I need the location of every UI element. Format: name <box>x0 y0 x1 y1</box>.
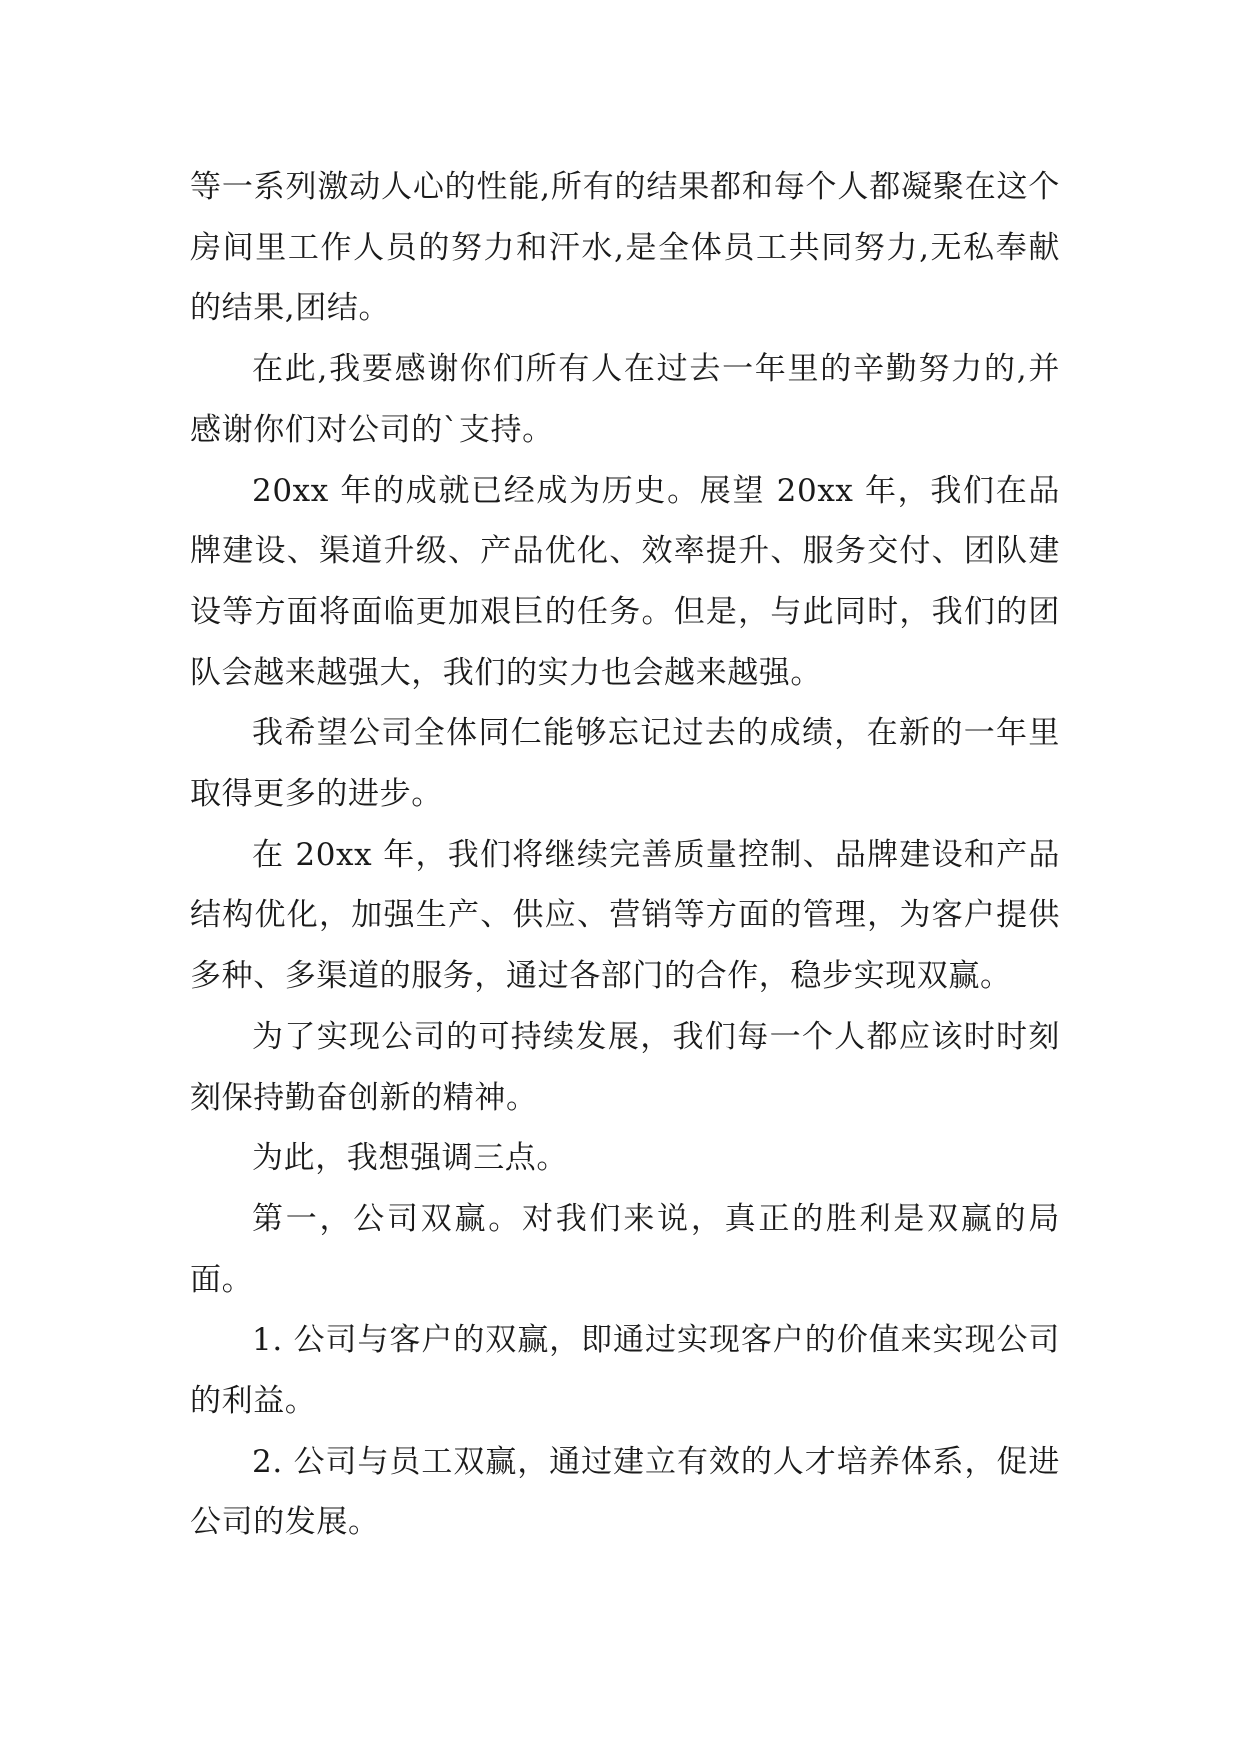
document-body <box>190 157 1060 1553</box>
paragraph-sustainability: 为了实现公司的可持续发展，我们每一个人都应该时时刻刻保持勤奋创新的精神。 <box>190 1018 1060 1116</box>
paragraph-point-one: 第一，公司双赢。对我们来说，真正的胜利是双赢的局面。 <box>190 1200 1060 1298</box>
paragraph-outlook: 20xx 年的成就已经成为历史。展望 20xx 年，我们在品牌建设、渠道升级、产品优化、效率提升、服务交付、团队建设等方面将面临更加艰巨的任务。但是，与此同时，我们的团队会越来越强大，我们的实力也会越来越强。 <box>190 472 1060 691</box>
list-item-1: 1. 公司与客户的双赢，即通过实现客户的价值来实现公司的利益。 <box>190 1322 1060 1420</box>
paragraph-thanks: 在此,我要感谢你们所有人在过去一年里的辛勤努力的,并感谢你们对公司的`支持。 <box>190 351 1060 448</box>
paragraph-three-points: 为此，我想强调三点。 <box>252 1140 568 1177</box>
paragraph-continuation: 等一系列激动人心的性能,所有的结果都和每个人都凝聚在这个房间里工作人员的努力和汗水,是全体员工共同努力,无私奉献的结果,团结。 <box>190 169 1060 327</box>
paragraph-plan: 在 20xx 年，我们将继续完善质量控制、品牌建设和产品结构优化，加强生产、供应、营销等方面的管理，为客户提供多种、多渠道的服务，通过各部门的合作，稳步实现双赢。 <box>190 836 1060 995</box>
paragraph-hope: 我希望公司全体同仁能够忘记过去的成绩，在新的一年里取得更多的进步。 <box>190 715 1060 813</box>
list-item-2: 2. 公司与员工双赢，通过建立有效的人才培养体系，促进公司的发展。 <box>190 1443 1060 1541</box>
